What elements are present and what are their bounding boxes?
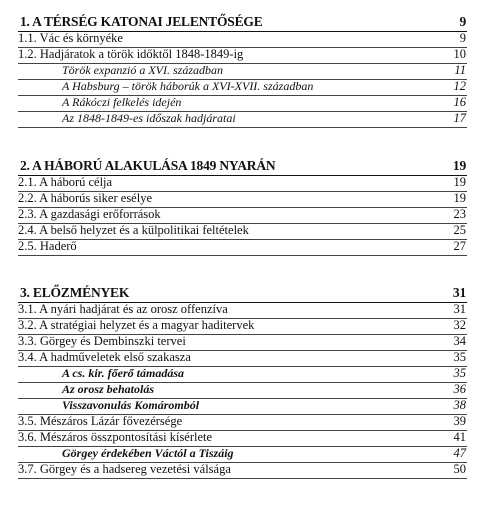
toc-entry [18, 240, 467, 256]
entry-page: 19 [453, 175, 466, 189]
toc-section-3 [18, 284, 467, 479]
toc-subentry [18, 399, 467, 415]
entry-page: 16 [453, 95, 466, 109]
section-heading [18, 284, 467, 303]
entry-label: 1.1. Vác és környéke [18, 31, 123, 45]
toc-entry [18, 351, 467, 367]
entry-label: 1.2. Hadjáratok a török időktől 1848-1849-ig [18, 47, 244, 61]
toc-section-1 [18, 13, 467, 128]
toc-subentry [18, 96, 467, 112]
entry-page: 31 [453, 302, 466, 316]
toc-entry [18, 319, 467, 335]
entry-page: 35 [453, 350, 466, 364]
entry-label: A Habsburg – török háborúk a XVI-XVII. században [62, 79, 314, 93]
toc-subentry [18, 80, 467, 96]
entry-label: 3.6. Mészáros összpontosítási kísérlete [18, 430, 213, 444]
toc-entry [18, 208, 467, 224]
toc-subentry [18, 447, 467, 463]
toc-entry [18, 463, 467, 479]
entry-label: 3.7. Görgey és a hadsereg vezetési válsága [18, 462, 231, 476]
entry-label: A Rákóczi felkelés idején [62, 95, 182, 109]
toc-entry [18, 192, 467, 208]
entry-page: 11 [454, 63, 466, 77]
entry-label: 2.3. A gazdasági erőforrások [18, 207, 161, 221]
entry-page: 9 [459, 31, 466, 45]
entry-label: 2.5. Haderő [18, 239, 77, 253]
toc-subentry [18, 64, 467, 80]
toc-subentry [18, 367, 467, 383]
entry-page: 23 [453, 207, 466, 221]
entry-label: Az orosz behatolás [62, 382, 155, 396]
entry-label: 3.1. A nyári hadjárat és az orosz offenzíva [18, 302, 228, 316]
entry-page: 25 [453, 223, 466, 237]
toc-entry [18, 431, 467, 447]
entry-page: 38 [453, 398, 466, 412]
section-title: 3. ELŐZMÉNYEK [20, 285, 130, 300]
entry-label: 3.5. Mészáros Lázár fővezérsége [18, 414, 183, 428]
entry-label: 3.2. A stratégiai helyzet és a magyar haditervek [18, 318, 255, 332]
entry-label: Az 1848-1849-es időszak hadjáratai [62, 111, 236, 125]
section-title: 2. A HÁBORÚ ALAKULÁSA 1849 NYARÁN [20, 158, 276, 173]
entry-label: 2.1. A háború célja [18, 175, 113, 189]
entry-label: A cs. kir. főerő támadása [62, 366, 185, 380]
toc-entry [18, 176, 467, 192]
entry-page: 10 [453, 47, 466, 61]
toc-entry [18, 303, 467, 319]
section-page: 19 [452, 158, 466, 173]
toc-entry [18, 415, 467, 431]
entry-page: 47 [453, 446, 466, 460]
section-page: 9 [459, 14, 466, 29]
entry-page: 17 [453, 111, 466, 125]
entry-page: 36 [453, 382, 466, 396]
entry-page: 41 [453, 430, 466, 444]
toc-entry [18, 48, 467, 64]
section-heading [18, 157, 467, 176]
entry-label: Visszavonulás Komáromból [62, 398, 200, 412]
toc-entry [18, 224, 467, 240]
section-page: 31 [452, 285, 466, 300]
entry-page: 39 [453, 414, 466, 428]
entry-label: 3.4. A hadműveletek első szakasza [18, 350, 191, 364]
section-title: 1. A TÉRSÉG KATONAI JELENTŐSÉGE [20, 14, 263, 29]
toc-entry [18, 32, 467, 48]
toc-section-2 [18, 157, 467, 256]
toc-entry [18, 335, 467, 351]
entry-label: 2.2. A háborús siker esélye [18, 191, 153, 205]
entry-page: 27 [453, 239, 466, 253]
entry-label: 2.4. A belső helyzet és a külpolitikai feltételek [18, 223, 249, 237]
entry-label: Török expanzió a XVI. században [62, 63, 223, 77]
entry-page: 35 [453, 366, 466, 380]
entry-page: 12 [453, 79, 466, 93]
entry-label: 3.3. Görgey és Dembinszki tervei [18, 334, 186, 348]
entry-page: 50 [453, 462, 466, 476]
entry-page: 34 [453, 334, 466, 348]
entry-page: 32 [453, 318, 466, 332]
entry-label: Görgey érdekében Váctól a Tiszáig [62, 446, 234, 460]
section-heading [18, 13, 467, 32]
entry-page: 19 [453, 191, 466, 205]
toc-subentry [18, 112, 467, 128]
toc-subentry [18, 383, 467, 399]
